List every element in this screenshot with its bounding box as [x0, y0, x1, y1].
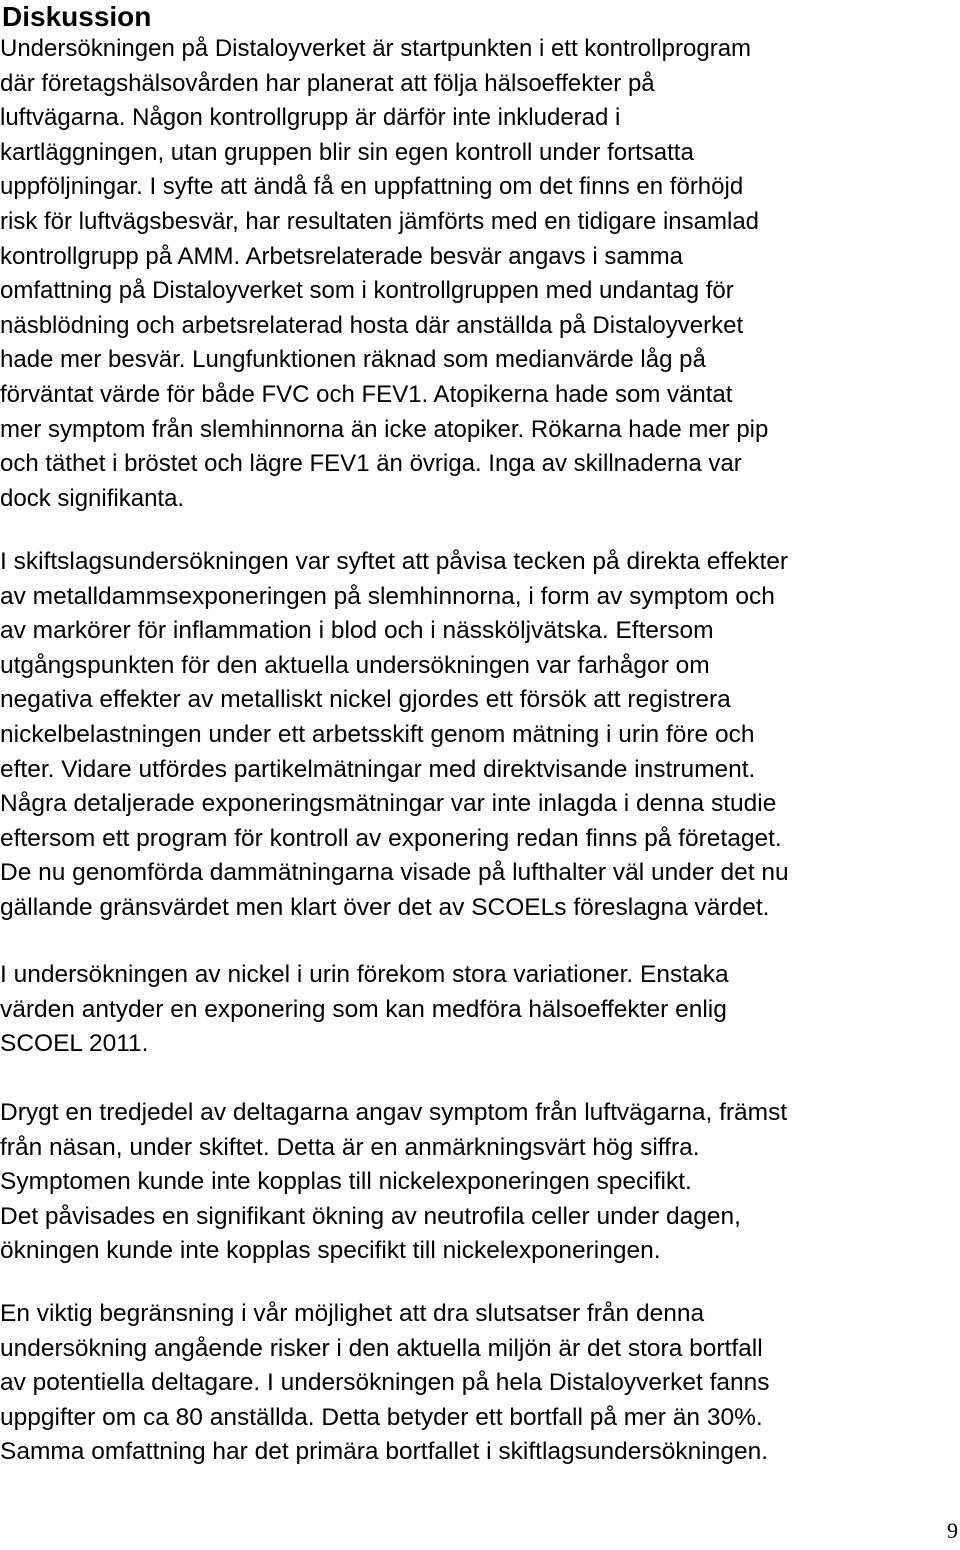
text-line: dock signifikanta.: [0, 484, 185, 512]
text-line: kartläggningen, utan gruppen blir sin egen kontroll under fortsatta: [0, 138, 694, 166]
text-line: från näsan, under skiftet. Detta är en anmärkningsvärt hög siffra.: [0, 1133, 700, 1161]
text-line: I skiftslagsundersökningen var syftet att påvisa tecken på direkta effekter: [0, 548, 789, 575]
text-line: näsblödning och arbetsrelaterad hosta där anställda på Distaloyverket: [0, 311, 744, 339]
text-line: utgångspunkten för den aktuella undersökningen var farhågor om: [0, 651, 710, 679]
text-line: gällande gränsvärdet men klart över det av SCOELs föreslagna värdet.: [0, 893, 770, 921]
text-line: och täthet i bröstet och lägre FEV1 än övriga. Inga av skillnaderna var: [0, 450, 742, 478]
paragraph-3: [0, 958, 958, 1062]
paragraph-5: [0, 1297, 958, 1470]
text-line: nickelbelastningen under ett arbetsskift genom mätning i urin före och: [0, 720, 755, 748]
text-line: Undersökningen på Distaloyverket är startpunkten i ett kontrollprogram: [0, 35, 752, 62]
text-line: av markörer för inflammation i blod och i nässköljvätska. Eftersom: [0, 617, 714, 645]
text-line: luftvägarna. Någon kontrollgrupp är därför inte inkluderad i: [0, 104, 621, 132]
text-line: SCOEL 2011.: [0, 1030, 149, 1058]
text-line: av potentiella deltagare. I undersökningen på hela Distaloyverket fanns: [0, 1369, 770, 1397]
text-line: Symptomen kunde inte kopplas till nickelexponeringen specifikt.: [0, 1168, 692, 1196]
text-line: förväntat värde för både FVC och FEV1. Atopikerna hade som väntat: [0, 380, 733, 408]
text-line: omfattning på Distaloyverket som i kontrollgruppen med undantag för: [0, 277, 734, 305]
text-line: En viktig begränsning i vår möjlighet att dra slutsatser från denna: [0, 1300, 705, 1327]
text-line: ökningen kunde inte kopplas specifikt till nickelexponeringen.: [0, 1237, 661, 1265]
text-line: eftersom ett program för kontroll av exponering redan finns på företaget.: [0, 824, 782, 852]
page-number: 9: [947, 1518, 958, 1543]
text-line: efter. Vidare utfördes partikelmätningar med direktvisande instrument.: [0, 755, 756, 783]
text-line: där företagshälsovården har planerat att följa hälsoeffekter på: [0, 69, 655, 97]
text-line: mer symptom från slemhinnorna än icke atopiker. Rökarna hade mer pip: [0, 415, 769, 443]
text-line: undersökning angående risker i den aktuella miljön är det stora bortfall: [0, 1334, 763, 1362]
section-heading: Diskussion: [2, 1, 152, 32]
text-line: uppgifter om ca 80 anställda. Detta betyder ett bortfall på mer än 30%.: [0, 1403, 763, 1431]
text-line: Det påvisades en signifikant ökning av neutrofila celler under dagen,: [0, 1202, 741, 1230]
text-line: hade mer besvär. Lungfunktionen räknad som medianvärde låg på: [0, 346, 706, 374]
text-line: Samma omfattning har det primära bortfallet i skiftlagsundersökningen.: [0, 1438, 769, 1466]
text-line: av metalldammsexponeringen på slemhinnorna, i form av symptom och: [0, 582, 775, 610]
text-line: risk för luftvägsbesvär, har resultaten jämförts med en tidigare insamlad: [0, 207, 760, 235]
text-line: värden antyder en exponering som kan medföra hälsoeffekter enlig: [0, 995, 727, 1023]
text-line: De nu genomförda dammätningarna visade på lufthalter väl under det nu: [0, 859, 789, 887]
paragraph-4: [0, 1096, 958, 1269]
paragraph-2: [0, 545, 958, 926]
text-line: Några detaljerade exponeringsmätningar var inte inlagda i denna studie: [0, 790, 777, 818]
text-line: I undersökningen av nickel i urin förekom stora variationer. Enstaka: [0, 961, 729, 988]
paragraph-1: [0, 32, 958, 516]
text-line: kontrollgrupp på AMM. Arbetsrelaterade besvär angavs i samma: [0, 242, 684, 270]
text-line: negativa effekter av metalliskt nickel gjordes ett försök att registrera: [0, 686, 731, 714]
text-line: Drygt en tredjedel av deltagarna angav symptom från luftvägarna, främst: [0, 1099, 788, 1126]
text-line: uppföljningar. I syfte att ändå få en uppfattning om det finns en förhöjd: [0, 173, 744, 201]
